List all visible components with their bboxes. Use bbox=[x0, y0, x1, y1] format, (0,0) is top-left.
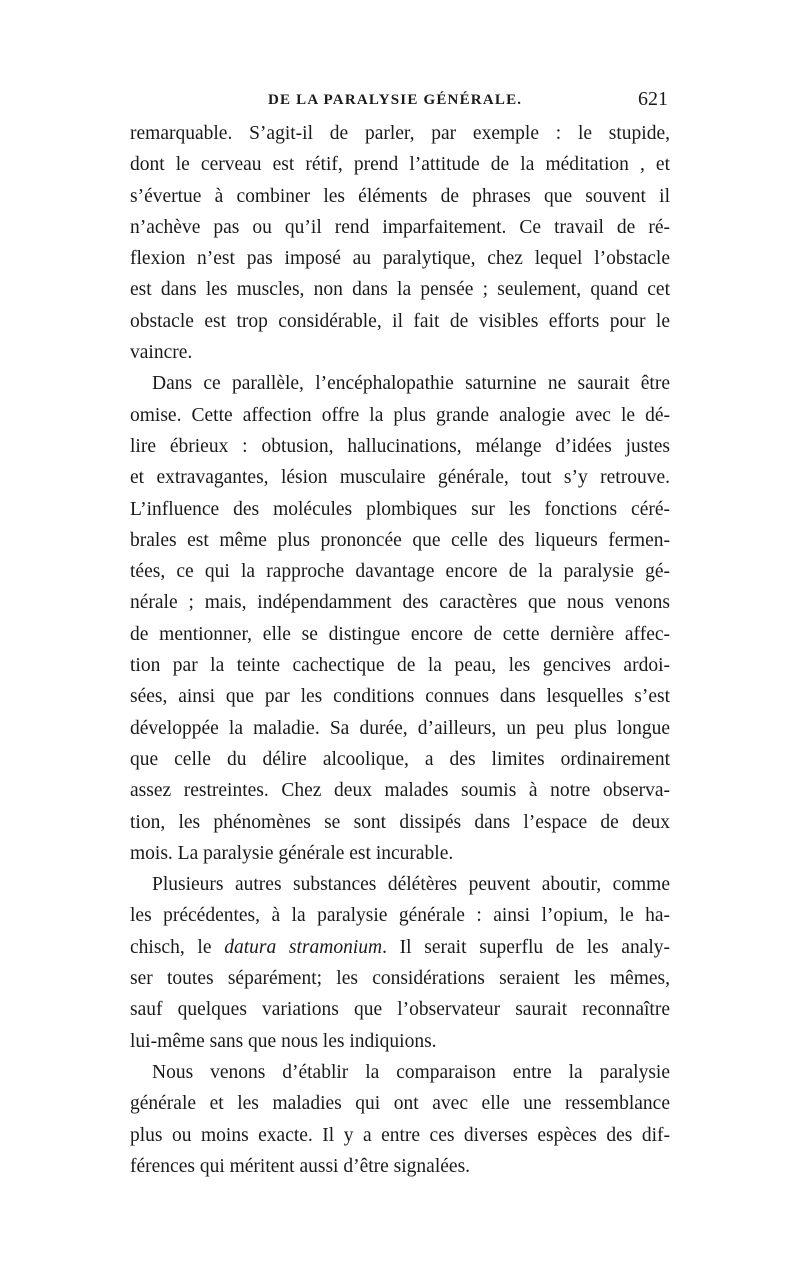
text-line: L’influence des molécules plombiques sur les fonctions céré- bbox=[130, 498, 670, 520]
page-number: 621 bbox=[638, 88, 668, 110]
text-line: omise. Cette affection offre la plus grande analogie avec le dé- bbox=[130, 404, 670, 426]
text-line: s’évertue à combiner les éléments de phrases que souvent il bbox=[130, 185, 670, 207]
paragraph-2 bbox=[130, 368, 670, 869]
text-line: Nous venons d’établir la comparaison entre la paralysie bbox=[152, 1061, 670, 1083]
text-line: les précédentes, à la paralysie générale : ainsi l’opium, le ha- bbox=[130, 905, 670, 927]
text-line: flexion n’est pas imposé au paralytique, chez lequel l’obstacle bbox=[130, 248, 670, 270]
text-line: ser toutes séparément; les considérations seraient les mêmes, bbox=[130, 968, 670, 990]
text-line: tion par la teinte cachectique de la peau, les gencives ardoi- bbox=[130, 655, 670, 677]
running-head bbox=[130, 88, 670, 118]
text-line: développée la maladie. Sa durée, d’ailleurs, un peu plus longue bbox=[130, 717, 670, 739]
text-line: sées, ainsi que par les conditions connues dans lesquelles s’est bbox=[130, 686, 670, 708]
text-line: lui-même sans que nous les indiquions. bbox=[130, 1030, 437, 1052]
text-line: Plusieurs autres substances délétères peuvent aboutir, comme bbox=[152, 874, 670, 896]
text-line: lire ébrieux : obtusion, hallucinations, mélange d’idées justes bbox=[130, 435, 670, 457]
text-segment: chisch, le bbox=[130, 936, 225, 958]
running-title: DE LA PARALYSIE GÉNÉRALE. bbox=[268, 92, 523, 108]
text-line: obstacle est trop considérable, il fait de visibles efforts pour le bbox=[130, 310, 670, 332]
text-line: et extravagantes, lésion musculaire générale, tout s’y retrouve. bbox=[130, 467, 670, 489]
text-line: générale et les maladies qui ont avec elle une ressemblance bbox=[130, 1093, 670, 1115]
text-line: sauf quelques variations que l’observateur saurait reconnaître bbox=[130, 999, 670, 1021]
text-line: que celle du délire alcoolique, a des limites ordinairement bbox=[130, 748, 670, 770]
body-text bbox=[130, 118, 670, 1182]
text-line: férences qui méritent aussi d’être signalées. bbox=[130, 1155, 471, 1177]
text-line: de mentionner, elle se distingue encore de cette dernière affec- bbox=[130, 623, 670, 645]
text-line: Dans ce parallèle, l’encéphalopathie saturnine ne saurait être bbox=[152, 373, 670, 395]
text-line: tées, ce qui la rapproche davantage encore de la paralysie gé- bbox=[130, 561, 670, 583]
text-line: plus ou moins exacte. Il y a entre ces diverses espèces des dif- bbox=[130, 1124, 670, 1146]
text-line: n’achève pas ou qu’il rend imparfaitement. Ce travail de ré- bbox=[130, 216, 670, 238]
text-line: dont le cerveau est rétif, prend l’attitude de la méditation , et bbox=[130, 154, 670, 176]
text-line: vaincre. bbox=[130, 342, 193, 364]
italic-phrase: datura stramonium bbox=[224, 936, 383, 958]
text-line-with-italic bbox=[130, 932, 670, 963]
text-line: nérale ; mais, indépendamment des caractères que nous venons bbox=[130, 592, 670, 614]
paragraph-3 bbox=[130, 869, 670, 1057]
text-line: tion, les phénomènes se sont dissipés dans l’espace de deux bbox=[130, 811, 670, 833]
text-segment: . Il serait superflu de les analy- bbox=[382, 936, 670, 958]
text-line: assez restreintes. Chez deux malades soumis à notre observa- bbox=[130, 780, 670, 802]
paragraph-1 bbox=[130, 118, 670, 368]
text-line: mois. La paralysie générale est incurable. bbox=[130, 842, 454, 864]
text-line: est dans les muscles, non dans la pensée ; seulement, quand cet bbox=[130, 279, 670, 301]
paragraph-4 bbox=[130, 1057, 670, 1182]
text-line: brales est même plus prononcée que celle des liqueurs fermen- bbox=[130, 529, 670, 551]
text-line: remarquable. S’agit-il de parler, par exemple : le stupide, bbox=[130, 123, 670, 144]
